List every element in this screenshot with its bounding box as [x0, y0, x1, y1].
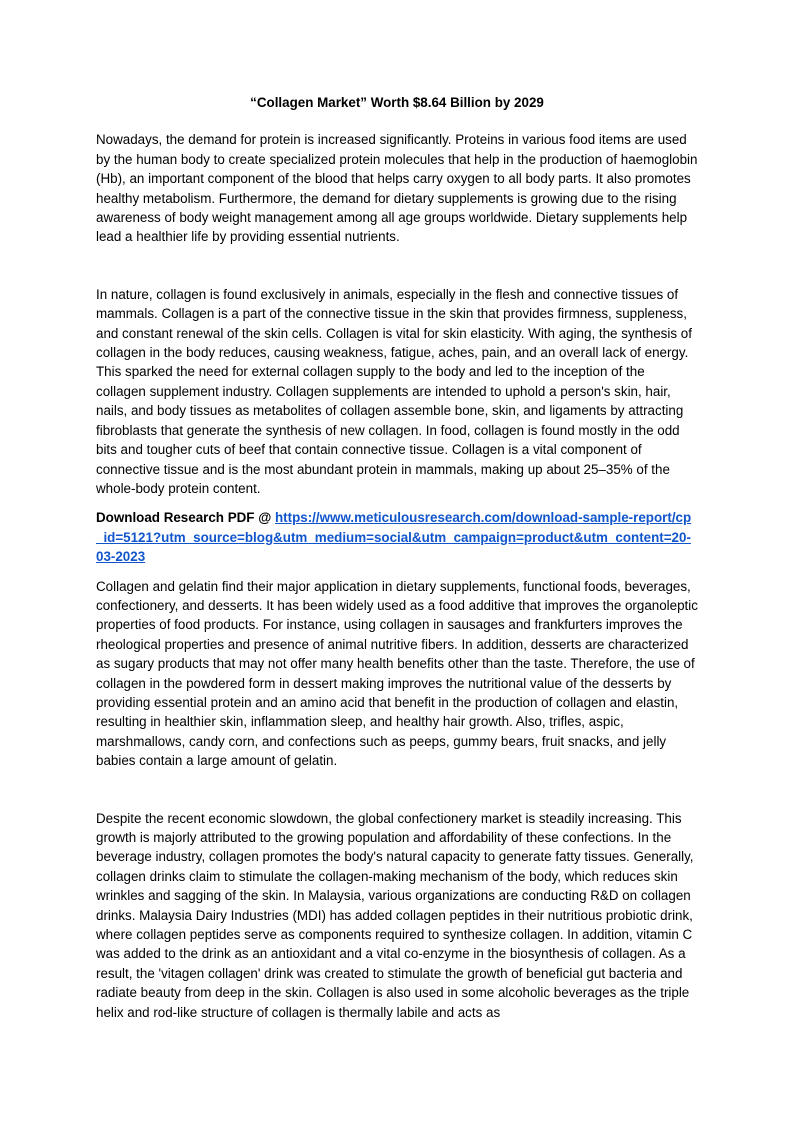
paragraph-collagen-gelatin-applications: Collagen and gelatin find their major application in dietary supplements, functional foods, beverages, confectionery, and desserts. It has been widely used as a food additive that improves the organoleptic properties of food products. For instance, using collagen in sausages and frankfurters improves the rheological properties and presence of animal nutritive fibers. In addition, desserts are characterized as sugary products that may not offer many health benefits other than the taste. Therefore, the use of collagen in the powdered form in dessert making improves the nutritional value of the desserts by providing essential protein and an amino acid that benefit in the production of collagen and elastin, resulting in healthier skin, inflammation sleep, and healthy hair growth. Also, trifles, aspic, marshmallows, candy corn, and confections such as peeps, gummy bears, fruit snacks, and jelly babies contain a large amount of gelatin. — [96, 578, 698, 769]
download-link[interactable]: https://www.meticulousresearch.com/download-sample-report/cp_id=5121?utm_source=blog&utm_medium=social&utm_campaign=product&utm_content=20-03-2023 — [96, 510, 692, 565]
download-label: Download Research PDF @ — [96, 510, 275, 526]
download-line — [96, 508, 698, 566]
paragraph-spacer — [96, 771, 698, 809]
document-title: “Collagen Market” Worth $8.64 Billion by 2029 — [250, 95, 544, 110]
paragraph-protein-demand: Nowadays, the demand for protein is increased significantly. Proteins in various food items are used by the human body to create specialized protein molecules that help in the production of haemoglobin (Hb), an important component of the blood that helps carry oxygen to all body parts. It also promotes healthy metabolism. Furthermore, the demand for dietary supplements is growing due to the rising awareness of body weight management among all age groups worldwide. Dietary supplements help lead a healthier life by providing essential nutrients. — [96, 132, 698, 245]
paragraph-spacer — [96, 498, 698, 508]
paragraph-spacer — [96, 567, 698, 577]
document-page — [96, 93, 698, 1022]
paragraph-spacer — [96, 247, 698, 285]
paragraph-collagen-nature: In nature, collagen is found exclusively in animals, especially in the flesh and connective tissues of mammals. Collagen is a part of the connective tissue in the skin that provides firmness, suppleness, and constant renewal of the skin cells. Collagen is vital for skin elasticity. With aging, the synthesis of collagen in the body reduces, causing weakness, fatigue, aches, pain, and an overall lack of energy. This sparked the need for external collagen supply to the body and led to the inception of the collagen supplement industry. Collagen supplements are intended to uphold a person's skin, hair, nails, and body tissues as metabolites of collagen assemble bone, skin, and ligaments by attracting fibroblasts that generate the synthesis of new collagen. In food, collagen is found mostly in the odd bits and tougher cuts of beef that contain connective tissue. Collagen is a vital component of connective tissue and is the most abundant protein in mammals, making up about 25–35% of the whole-body protein content. — [96, 286, 692, 496]
paragraph-confectionery-market: Despite the recent economic slowdown, the global confectionery market is steadily increasing. This growth is majorly attributed to the growing population and affordability of these confections. In the beverage industry, collagen promotes the body's natural capacity to generate fatty tissues. Generally, collagen drinks claim to stimulate the collagen-making mechanism of the body, which reduces skin wrinkles and sagging of the skin. In Malaysia, various organizations are conducting R&D on collagen drinks. Malaysia Dairy Industries (MDI) has added collagen peptides in their nutritious probiotic drink, where collagen peptides serve as components required to synthesize collagen. In addition, vitamin C was added to the drink as an antioxidant and a vital co-enzyme in the biosynthesis of collagen. As a result, the 'vitagen collagen' drink was created to stimulate the growth of beneficial gut bacteria and radiate beauty from deep in the skin. Collagen is also used in some alcoholic beverages as the triple helix and rod-like structure of collagen is thermally labile and acts as — [96, 810, 694, 1020]
